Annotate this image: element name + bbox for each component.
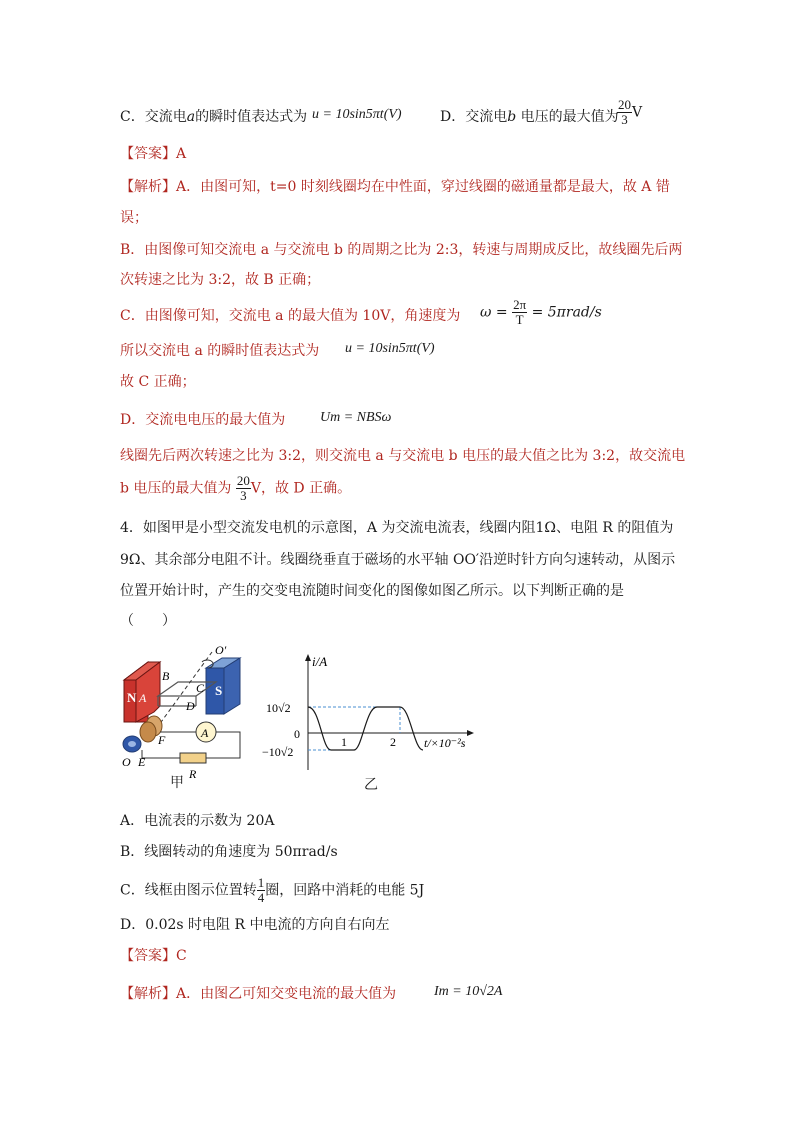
q3-analysis-c2-formula: u = 10sin5πt(V)	[345, 341, 435, 356]
q3-analysis-a2: 误；	[120, 210, 148, 226]
magnet-n-label: N	[127, 690, 137, 705]
q4-stem-2: 9Ω、其余部分电阻不计。线圈绕垂直于磁场的水平轴 OO′沿逆时针方向匀速转动，从图示	[120, 552, 676, 568]
generator-diagram	[118, 640, 268, 790]
q3-analysis-b1: B．由图像可知交流电 a 与交流电 b 的周期之比为 2:3，转速与周期成反比，故线圈先后两	[120, 242, 683, 258]
q3-option-d: D．交流电b 电压的最大值为	[440, 109, 619, 125]
graph-y-label: i/A	[312, 654, 328, 669]
q4-stem-3: 位置开始计时，产生的交变电流随时间变化的图像如图乙所示。以下判断正确的是	[120, 583, 624, 599]
q3-analysis-d1-formula: Um = NBSω	[320, 410, 392, 425]
magnet-s-label: S	[215, 683, 223, 698]
graph-ytick-zero: 0	[294, 727, 300, 741]
q3-analysis-c2: 所以交流电 a 的瞬时值表达式为	[120, 343, 320, 359]
q3-option-c: C．交流电a的瞬时值表达式为	[120, 109, 308, 125]
q4-answer: 【答案】C	[120, 948, 187, 964]
q3-analysis-d1: D．交流电电压的最大值为	[120, 412, 286, 428]
graph-xtick-1: 1	[341, 735, 347, 749]
figure-left-caption: 甲	[170, 775, 184, 791]
axis-top-label: O′	[215, 643, 227, 657]
q3-analysis-c3: 故 C 正确；	[120, 374, 196, 390]
axis-bottom-label: O	[122, 755, 131, 769]
coil-side-b-label: B	[162, 669, 170, 683]
magnet-s-side	[224, 658, 240, 714]
brush-f-label: F	[158, 733, 166, 747]
q3-analysis-d3: b 电压的最大值为 $\frac{20}{3}$ V，故 D 正确。	[120, 473, 352, 503]
coil-side-c-label: C	[196, 681, 205, 695]
q4-option-b: B．线圈转动的角速度为 50πrad/s	[120, 844, 338, 860]
coil-side-a-label: A	[139, 691, 147, 705]
q4-stem-1: 4．如图甲是小型交流发电机的示意图，A 为交流电流表，线圈内阻1Ω、电阻 R 的阻值为	[120, 520, 674, 536]
q4-analysis-a1: 【解析】A．由图乙可知交变电流的最大值为	[120, 986, 397, 1002]
graph-x-label: t/×10⁻²s	[424, 736, 466, 750]
q3-option-d-value: $\frac{20}{3}$ V	[618, 97, 643, 127]
q3-analysis-a1: 【解析】A．由图可知，t=0 时刻线圈均在中性面，穿过线圈的磁通量都是最大，故 A 错	[120, 179, 670, 195]
graph-ytick-bottom: −10√2	[262, 745, 294, 759]
graph-ytick-top: 10√2	[266, 701, 291, 715]
q3-analysis-d2: 线圈先后两次转速之比为 3:2，则交流电 a 与交流电 b 电压的最大值之比为 3:2，故交流电	[120, 448, 686, 464]
graph-x-arrow-icon	[467, 730, 474, 736]
brush-e-label: E	[138, 755, 146, 769]
q4-option-d: D．0.02s 时电阻 R 中电流的方向自右向左	[120, 917, 390, 933]
current-time-graph	[262, 650, 492, 780]
q4-stem-4: （ ）	[120, 613, 176, 629]
q4-analysis-a1-formula: Im = 10√2A	[434, 984, 503, 999]
q3-answer: 【答案】A	[120, 146, 187, 162]
q4-option-c: C．线框由图示位置转 $\frac{1}{4}$ 圈，回路中消耗的电能 5J	[120, 875, 425, 905]
q4-option-a: A．电流表的示数为 20A	[120, 813, 275, 829]
coil-side-d-label: D	[186, 699, 195, 713]
q3-analysis-c1: C．由图像可知，交流电 a 的最大值为 10V，角速度为	[120, 308, 461, 324]
slip-ring-2	[140, 722, 156, 742]
current-curve	[308, 707, 423, 750]
ammeter-label: A	[201, 726, 209, 740]
q3-analysis-c1-formula: ω = $\frac{2\pi}{T}$ = 5πrad/s	[480, 297, 602, 327]
q3-analysis-b2: 次转速之比为 3:2，故 B 正确；	[120, 272, 321, 288]
graph-y-arrow-icon	[305, 654, 311, 661]
resistor-label: R	[189, 767, 197, 781]
graph-xtick-2: 2	[390, 735, 396, 749]
q3-option-c-formula: u = 10sin5πt(V)	[312, 107, 402, 122]
resistor	[180, 753, 206, 763]
figure-right-caption: 乙	[364, 777, 378, 793]
